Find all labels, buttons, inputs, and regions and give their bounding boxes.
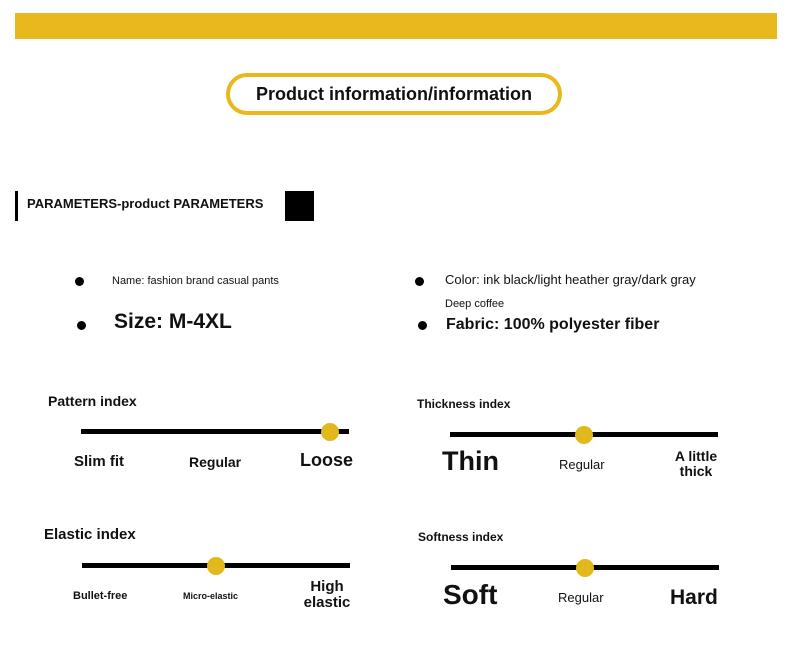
softness-label-regular: Regular [558,590,604,605]
thickness-label-thin: Thin [442,446,499,476]
thickness-label-thick-line1: A little [674,448,718,464]
pattern-label-regular: Regular [189,454,242,470]
softness-label-hard: Hard [670,586,718,609]
product-name: Name: fashion brand casual pants [112,275,279,287]
pattern-index-track [81,429,349,434]
elastic-label-none: Bullet-free [73,590,128,602]
bullet-icon [75,277,84,286]
product-info-title: Product information/information [226,73,562,115]
elastic-index-knob [207,557,225,575]
softness-label-soft: Soft [443,579,498,610]
softness-index-knob [576,559,594,577]
thickness-index-title: Thickness index [417,397,511,411]
bullet-icon [418,321,427,330]
bullet-icon [77,321,86,330]
elastic-index-title: Elastic index [44,526,136,543]
thickness-label-thick [666,449,726,479]
product-size: Size: M-4XL [114,310,232,333]
pattern-label-slim: Slim fit [74,453,125,470]
bullet-icon [415,277,424,286]
pattern-index-knob [321,423,339,441]
product-fabric: Fabric: 100% polyester fiber [446,316,660,333]
product-color-extra: Deep coffee [445,298,505,310]
product-color: Color: ink black/light heather gray/dark gray [445,272,696,287]
softness-index-title: Softness index [418,530,504,544]
parameters-label: PARAMETERS-product PARAMETERS [27,196,264,211]
elastic-label-micro: Micro-elastic [183,591,239,601]
elastic-label-high [296,579,358,611]
pattern-index-title: Pattern index [48,393,137,409]
pattern-label-loose: Loose [300,450,354,470]
thickness-label-regular: Regular [559,457,605,472]
thickness-index-knob [575,426,593,444]
elastic-label-high-line1: High [310,578,344,595]
elastic-label-high-line2: elastic [303,594,351,611]
thickness-label-thick-line2: thick [679,463,713,479]
top-accent-bar [15,13,777,39]
